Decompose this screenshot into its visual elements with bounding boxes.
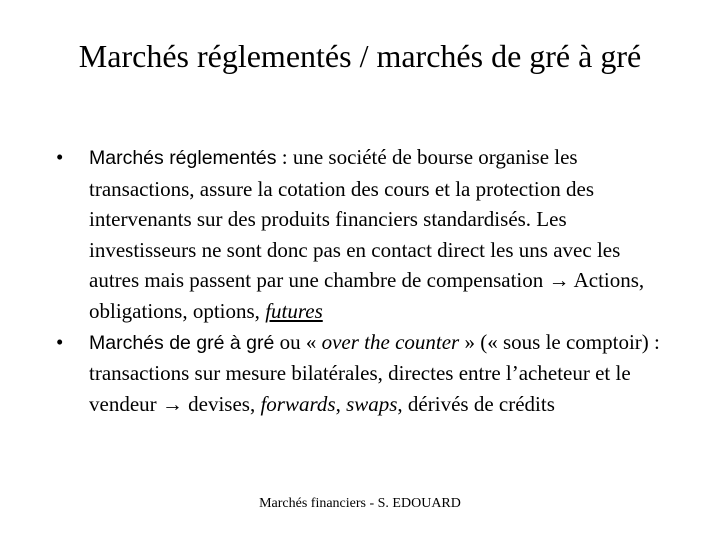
bullet-text: » (« sous le comptoir) : transactions sur mesure bilatérales, directes entre l’acheteur et le vendeur <box>89 329 660 416</box>
slide-content <box>56 142 666 419</box>
bullet-text: , <box>335 391 347 416</box>
slide-footer: Marchés financiers - S. EDOUARD <box>259 496 461 511</box>
bullet-marker: • <box>56 329 64 354</box>
bullet-italic-term: over the counter <box>321 329 460 354</box>
bullet-text: : une société de bourse organise les transactions, assure la cotation des cours et la protection des intervenants sur des produits financiers standardisés. Les investisseurs ne sont donc pas en contact direct les uns avec les autres mais passent par une chambre de compensation <box>89 145 621 293</box>
slide-title: Marchés réglementés / marchés de gré à gré <box>78 38 642 74</box>
bullet-text: , dérivés de crédits <box>397 391 555 416</box>
bullet-text: ou « <box>274 329 322 354</box>
bullet-italic-term: swaps <box>346 391 398 416</box>
arrow-symbol: → <box>548 268 570 293</box>
bullet-term: Marchés réglementés <box>89 147 277 169</box>
bullet-text: Actions, obligations, options, <box>89 268 645 323</box>
bullet-marker: • <box>56 145 64 169</box>
bullet-italic-term: futures <box>265 298 323 323</box>
arrow-symbol: → <box>161 391 183 416</box>
bullet-item <box>56 327 666 420</box>
bullet-term: Marchés de gré à gré <box>89 331 275 354</box>
bullet-item <box>56 142 666 327</box>
bullet-italic-term: forwards <box>260 391 336 416</box>
bullet-text: devises, <box>182 391 261 416</box>
